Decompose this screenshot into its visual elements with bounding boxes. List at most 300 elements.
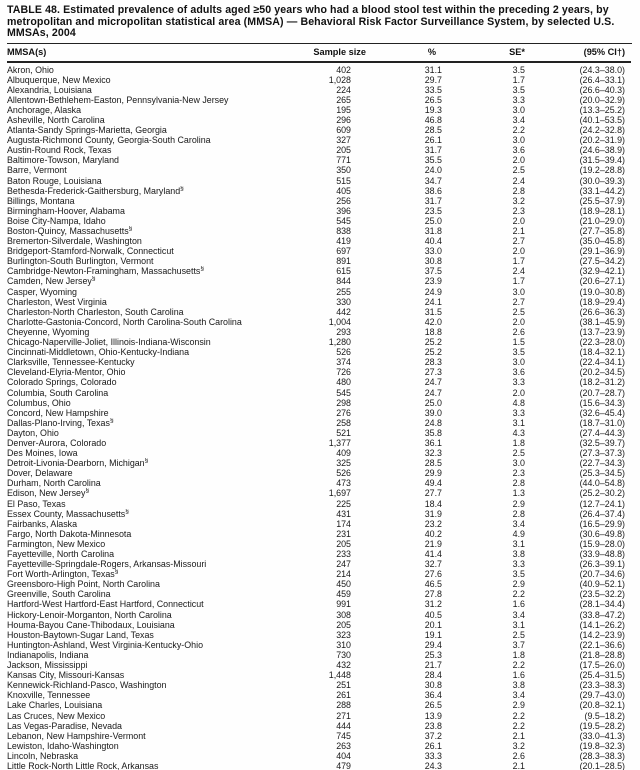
table-row: [7, 85, 631, 95]
se-cell: 4.3: [512, 427, 525, 438]
mmsa-name-cell: Edison, New Jersey§: [7, 488, 90, 499]
sample-size-cell: 258: [336, 417, 351, 428]
table-row: [7, 75, 631, 85]
percent-cell: 31.5: [424, 306, 442, 317]
se-cell: 2.5: [512, 165, 525, 176]
se-cell: 3.2: [512, 740, 525, 751]
se-cell: 3.6: [512, 367, 525, 378]
table-row: [7, 115, 631, 125]
mmsa-name-cell: Austin-Round Rock, Texas: [7, 145, 112, 156]
se-cell: 2.0: [512, 215, 525, 226]
mmsa-name-cell: Houston-Baytown-Sugar Land, Texas: [7, 629, 154, 640]
percent-cell: 29.7: [424, 74, 442, 85]
column-header-ci: (95% CI†): [533, 44, 631, 62]
se-cell: 2.6: [512, 326, 525, 337]
sample-size-cell: 296: [336, 114, 351, 125]
percent-cell: 24.8: [424, 417, 442, 428]
se-cell: 1.5: [512, 337, 525, 348]
table-row: [7, 236, 631, 246]
table-row: [7, 549, 631, 559]
percent-cell: 33.5: [424, 84, 442, 95]
table-row: [7, 226, 631, 236]
mmsa-name-cell: Essex County, Massachusetts§: [7, 508, 129, 519]
mmsa-name-cell: Fort Worth-Arlington, Texas§: [7, 569, 119, 580]
percent-cell: 24.7: [424, 387, 442, 398]
ci-cell: (40.9–52.1): [579, 579, 625, 590]
mmsa-name-cell: Columbia, South Carolina: [7, 387, 109, 398]
percent-cell: 27.8: [424, 589, 442, 600]
sample-size-cell: 233: [336, 549, 351, 559]
sample-size-cell: 1,004: [328, 316, 351, 327]
sample-size-cell: 730: [336, 649, 351, 660]
mmsa-name-cell: Columbus, Ohio: [7, 397, 71, 408]
table-row: [7, 388, 631, 398]
se-cell: 2.8: [512, 185, 525, 196]
ci-cell: (33.9–48.8): [579, 549, 625, 559]
se-cell: 2.2: [512, 125, 525, 136]
ci-cell: (20.7–28.7): [579, 387, 625, 398]
table-row: [7, 438, 631, 448]
table-row: [7, 499, 631, 509]
sample-size-cell: 402: [336, 64, 351, 75]
sample-size-cell: 1,697: [328, 488, 351, 499]
se-cell: 1.8: [512, 649, 525, 660]
table-row: [7, 741, 631, 751]
percent-cell: 40.4: [424, 236, 442, 247]
table-row: [7, 751, 631, 761]
sample-size-cell: 545: [336, 215, 351, 226]
sample-size-cell: 726: [336, 367, 351, 378]
prevalence-table: [7, 44, 631, 770]
sample-size-cell: 844: [336, 276, 351, 287]
se-cell: 3.6: [512, 145, 525, 156]
mmsa-name-cell: Las Vegas-Paradise, Nevada: [7, 720, 122, 731]
percent-cell: 24.0: [424, 165, 442, 176]
mmsa-name-cell: Greenville, South Carolina: [7, 589, 111, 600]
footnote-marker: §: [85, 488, 90, 495]
ci-cell: (25.3–34.5): [579, 468, 625, 479]
table-row: [7, 196, 631, 206]
sample-size-cell: 450: [336, 579, 351, 590]
ci-cell: (19.8–32.3): [579, 740, 625, 751]
sample-size-cell: 265: [336, 94, 351, 105]
se-cell: 3.1: [512, 619, 525, 630]
table-row: [7, 145, 631, 155]
sample-size-cell: 479: [336, 760, 351, 770]
table-row: [7, 670, 631, 680]
sample-size-cell: 205: [336, 538, 351, 549]
sample-size-cell: 327: [336, 135, 351, 146]
sample-size-cell: 271: [336, 710, 351, 721]
se-cell: 3.4: [512, 114, 525, 125]
sample-size-cell: 745: [336, 730, 351, 741]
mmsa-name-cell: Cleveland-Elyria-Mentor, Ohio: [7, 367, 126, 378]
footnote-marker: §: [125, 508, 129, 515]
mmsa-name-cell: Fayetteville-Springdale-Rogers, Arkansas-Missouri: [7, 559, 207, 570]
mmsa-name-cell: Baltimore-Towson, Maryland: [7, 155, 119, 166]
percent-cell: 25.0: [424, 215, 442, 226]
table-row: [7, 317, 631, 327]
se-cell: 1.7: [512, 256, 525, 267]
se-cell: 2.3: [512, 205, 525, 216]
percent-cell: 24.7: [424, 377, 442, 388]
sample-size-cell: 771: [336, 155, 351, 166]
percent-cell: 31.2: [424, 599, 442, 610]
mmsa-name-cell: Lewiston, Idaho-Washington: [7, 740, 119, 751]
footnote-marker: §: [200, 266, 204, 273]
ci-cell: (19.5–28.2): [579, 720, 625, 731]
mmsa-name-cell: Dayton, Ohio: [7, 427, 59, 438]
ci-cell: (18.2–31.2): [579, 377, 625, 388]
table-row: [7, 509, 631, 519]
footnote-marker: §: [144, 458, 149, 465]
se-cell: 2.9: [512, 700, 525, 711]
ci-cell: (20.2–34.5): [579, 367, 625, 378]
mmsa-name-cell: Charleston-North Charleston, South Carolina: [7, 306, 184, 317]
percent-cell: 25.0: [424, 397, 442, 408]
sample-size-cell: 256: [336, 195, 351, 206]
ci-cell: (26.6–40.3): [579, 84, 625, 95]
sample-size-cell: 1,448: [328, 670, 351, 681]
se-cell: 2.3: [512, 468, 525, 479]
table-row: [7, 125, 631, 135]
ci-cell: (25.4–31.5): [579, 670, 625, 681]
se-cell: 1.6: [512, 670, 525, 681]
table-row: [7, 589, 631, 599]
mmsa-name-cell: Huntington-Ashland, West Virginia-Kentucky-Ohio: [7, 639, 204, 650]
percent-cell: 24.3: [424, 760, 442, 770]
se-cell: 3.4: [512, 690, 525, 701]
percent-cell: 49.4: [424, 478, 442, 489]
footnote-marker: §: [114, 569, 119, 576]
ci-cell: (35.0–45.8): [579, 236, 625, 247]
mmsa-name-cell: Durham, North Carolina: [7, 478, 101, 489]
sample-size-cell: 444: [336, 720, 351, 731]
sample-size-cell: 405: [336, 185, 351, 196]
percent-cell: 33.0: [424, 246, 442, 257]
se-cell: 2.8: [512, 478, 525, 489]
ci-cell: (25.5–37.9): [579, 195, 625, 206]
percent-cell: 46.5: [424, 579, 442, 590]
percent-cell: 18.4: [424, 498, 442, 509]
ci-cell: (17.5–26.0): [579, 660, 625, 671]
percent-cell: 25.2: [424, 347, 442, 358]
mmsa-name-cell: Greensboro-High Point, North Carolina: [7, 579, 160, 590]
table-row: [7, 367, 631, 377]
table-row: [7, 478, 631, 488]
mmsa-name-cell: Atlanta-Sandy Springs-Marietta, Georgia: [7, 125, 167, 136]
sample-size-cell: 308: [336, 609, 351, 620]
mmsa-name-cell: Jackson, Mississippi: [7, 660, 88, 671]
sample-size-cell: 396: [336, 205, 351, 216]
percent-cell: 46.8: [424, 114, 442, 125]
table-row: [7, 216, 631, 226]
sample-size-cell: 526: [336, 347, 351, 358]
percent-cell: 26.1: [424, 740, 442, 751]
sample-size-cell: 325: [336, 458, 351, 469]
mmsa-name-cell: Detroit-Livonia-Dearborn, Michigan§: [7, 458, 149, 469]
mmsa-name-cell: Charleston, West Virginia: [7, 296, 107, 307]
table-row: [7, 287, 631, 297]
table-row: [7, 165, 631, 175]
sample-size-cell: 609: [336, 125, 351, 136]
sample-size-cell: 1,028: [328, 74, 351, 85]
sample-size-cell: 214: [336, 569, 351, 580]
ci-cell: (18.9–29.4): [579, 296, 625, 307]
mmsa-name-cell: Baton Rouge, Louisiana: [7, 175, 102, 186]
se-cell: 2.1: [512, 226, 525, 236]
mmsa-name-cell: Concord, New Hampshire: [7, 407, 109, 418]
se-cell: 3.8: [512, 680, 525, 691]
percent-cell: 36.1: [424, 437, 442, 448]
percent-cell: 25.2: [424, 337, 442, 348]
mmsa-name-cell: Anchorage, Alaska: [7, 104, 82, 115]
ci-cell: (18.7–31.0): [579, 417, 625, 428]
se-cell: 2.0: [512, 246, 525, 257]
ci-cell: (40.1–53.5): [579, 114, 625, 125]
mmsa-name-cell: Dover, Delaware: [7, 468, 73, 479]
mmsa-name-cell: Hartford-West Hartford-East Hartford, Connecticut: [7, 599, 204, 610]
percent-cell: 27.3: [424, 367, 442, 378]
se-cell: 3.4: [512, 609, 525, 620]
ci-cell: (19.2–28.8): [579, 165, 625, 176]
percent-cell: 26.1: [424, 135, 442, 146]
ci-cell: (44.0–54.8): [579, 478, 625, 489]
ci-cell: (21.0–29.0): [579, 215, 625, 226]
table-row: [7, 599, 631, 609]
mmsa-name-cell: Casper, Wyoming: [7, 286, 77, 297]
se-cell: 2.2: [512, 589, 525, 600]
mmsa-name-cell: Alexandria, Louisiana: [7, 84, 92, 95]
percent-cell: 23.8: [424, 720, 442, 731]
se-cell: 2.5: [512, 306, 525, 317]
ci-cell: (26.3–39.1): [579, 559, 625, 570]
table-row: [7, 297, 631, 307]
mmsa-name-cell: Dallas-Plano-Irving, Texas§: [7, 417, 114, 428]
sample-size-cell: 459: [336, 589, 351, 600]
percent-cell: 23.2: [424, 518, 442, 529]
table-row: [7, 307, 631, 317]
ci-cell: (22.1–36.6): [579, 639, 625, 650]
se-cell: 3.3: [512, 377, 525, 388]
ci-cell: (19.0–30.8): [579, 286, 625, 297]
se-cell: 2.6: [512, 750, 525, 761]
ci-cell: (29.7–43.0): [579, 690, 625, 701]
sample-size-cell: 288: [336, 700, 351, 711]
mmsa-name-cell: Albuquerque, New Mexico: [7, 74, 111, 85]
mmsa-name-cell: Bridgeport-Stamford-Norwalk, Connecticut: [7, 246, 174, 257]
ci-cell: (20.7–34.6): [579, 569, 625, 580]
mmsa-name-cell: Kansas City, Missouri-Kansas: [7, 670, 125, 681]
se-cell: 2.7: [512, 296, 525, 307]
ci-cell: (20.0–32.9): [579, 94, 625, 105]
mmsa-name-cell: Chicago-Naperville-Joliet, Illinois-Indiana-Wisconsin: [7, 337, 211, 348]
percent-cell: 40.5: [424, 609, 442, 620]
se-cell: 3.0: [512, 135, 525, 146]
mmsa-name-cell: Hickory-Lenoir-Morganton, North Carolina: [7, 609, 172, 620]
se-cell: 3.0: [512, 458, 525, 469]
table-row: [7, 186, 631, 196]
se-cell: 2.2: [512, 720, 525, 731]
percent-cell: 13.9: [424, 710, 442, 721]
ci-cell: (23.3–38.3): [579, 680, 625, 691]
sample-size-cell: 442: [336, 306, 351, 317]
table-row: [7, 660, 631, 670]
percent-cell: 32.3: [424, 448, 442, 459]
sample-size-cell: 615: [336, 266, 351, 277]
ci-cell: (15.9–28.0): [579, 538, 625, 549]
se-cell: 3.5: [512, 84, 525, 95]
se-cell: 3.5: [512, 64, 525, 75]
table-row: [7, 206, 631, 216]
se-cell: 2.1: [512, 730, 525, 741]
sample-size-cell: 195: [336, 104, 351, 115]
sample-size-cell: 526: [336, 468, 351, 479]
se-cell: 3.0: [512, 286, 525, 297]
table-row: [7, 761, 631, 770]
se-cell: 2.0: [512, 155, 525, 166]
mmsa-name-cell: Camden, New Jersey§: [7, 276, 96, 287]
sample-size-cell: 374: [336, 357, 351, 368]
table-row: [7, 105, 631, 115]
mmsa-name-cell: Des Moines, Iowa: [7, 448, 78, 459]
mmsa-name-cell: Colorado Springs, Colorado: [7, 377, 117, 388]
mmsa-name-cell: Knoxville, Tennessee: [7, 690, 91, 701]
se-cell: 3.3: [512, 559, 525, 570]
mmsa-name-cell: Barre, Vermont: [7, 165, 67, 176]
mmsa-name-cell: Little Rock-North Little Rock, Arkansas: [7, 760, 159, 770]
ci-cell: (32.6–45.4): [579, 407, 625, 418]
table-row: [7, 539, 631, 549]
sample-size-cell: 1,377: [328, 437, 351, 448]
sample-size-cell: 1,280: [328, 337, 351, 348]
se-cell: 3.0: [512, 357, 525, 368]
ci-cell: (22.3–28.0): [579, 337, 625, 348]
sample-size-cell: 276: [336, 407, 351, 418]
percent-cell: 24.1: [424, 296, 442, 307]
mmsa-name-cell: Birmingham-Hoover, Alabama: [7, 205, 125, 216]
sample-size-cell: 323: [336, 629, 351, 640]
ci-cell: (18.9–28.1): [579, 205, 625, 216]
ci-cell: (28.1–34.4): [579, 599, 625, 610]
sample-size-cell: 432: [336, 660, 351, 671]
sample-size-cell: 225: [336, 498, 351, 509]
percent-cell: 42.0: [424, 316, 442, 327]
sample-size-cell: 991: [336, 599, 351, 610]
table-row: [7, 266, 631, 276]
percent-cell: 32.7: [424, 559, 442, 570]
sample-size-cell: 261: [336, 690, 351, 701]
table-row: [7, 256, 631, 266]
percent-cell: 29.4: [424, 639, 442, 650]
sample-size-cell: 263: [336, 740, 351, 751]
percent-cell: 27.6: [424, 569, 442, 580]
percent-cell: 21.9: [424, 538, 442, 549]
table-row: [7, 731, 631, 741]
mmsa-name-cell: Bremerton-Silverdale, Washington: [7, 236, 142, 247]
se-cell: 4.9: [512, 528, 525, 539]
percent-cell: 40.2: [424, 528, 442, 539]
ci-cell: (21.8–28.8): [579, 649, 625, 660]
mmsa-name-cell: Las Cruces, New Mexico: [7, 710, 106, 721]
ci-cell: (33.1–44.2): [579, 185, 625, 196]
sample-size-cell: 419: [336, 236, 351, 247]
mmsa-name-cell: Charlotte-Gastonia-Concord, North Carolina-South Carolina: [7, 316, 242, 327]
sample-size-cell: 224: [336, 84, 351, 95]
percent-cell: 20.1: [424, 619, 442, 630]
se-cell: 3.1: [512, 538, 525, 549]
ci-cell: (27.7–35.8): [579, 226, 625, 236]
table-row: [7, 176, 631, 186]
table-row: [7, 135, 631, 145]
se-cell: 3.5: [512, 569, 525, 580]
table-row: [7, 680, 631, 690]
mmsa-name-cell: El Paso, Texas: [7, 498, 66, 509]
sample-size-cell: 174: [336, 518, 351, 529]
table-row: [7, 690, 631, 700]
sample-size-cell: 247: [336, 559, 351, 570]
ci-cell: (25.2–30.2): [579, 488, 625, 499]
ci-cell: (31.5–39.4): [579, 155, 625, 166]
table-row: [7, 428, 631, 438]
sample-size-cell: 409: [336, 448, 351, 459]
percent-cell: 28.5: [424, 458, 442, 469]
se-cell: 1.7: [512, 276, 525, 287]
footnote-marker: §: [109, 417, 114, 424]
mmsa-name-cell: Boise City-Nampa, Idaho: [7, 215, 106, 226]
percent-cell: 24.9: [424, 286, 442, 297]
table-row: [7, 569, 631, 579]
table-row: [7, 448, 631, 458]
sample-size-cell: 231: [336, 528, 351, 539]
table-row: [7, 700, 631, 710]
ci-cell: (24.2–32.8): [579, 125, 625, 136]
se-cell: 2.9: [512, 579, 525, 590]
percent-cell: 30.8: [424, 680, 442, 691]
se-cell: 2.4: [512, 175, 525, 186]
column-header-percent: %: [367, 44, 450, 62]
se-cell: 3.2: [512, 195, 525, 206]
percent-cell: 33.3: [424, 750, 442, 761]
percent-cell: 21.7: [424, 660, 442, 671]
se-cell: 3.3: [512, 94, 525, 105]
table-row: [7, 408, 631, 418]
ci-cell: (32.5–39.7): [579, 437, 625, 448]
table-row: [7, 276, 631, 286]
percent-cell: 28.5: [424, 125, 442, 136]
ci-cell: (26.4–37.4): [579, 508, 625, 519]
ci-cell: (20.2–31.9): [579, 135, 625, 146]
percent-cell: 25.3: [424, 649, 442, 660]
se-cell: 2.1: [512, 760, 525, 770]
table-row: [7, 357, 631, 367]
table-row: [7, 95, 631, 105]
percent-cell: 31.9: [424, 508, 442, 519]
percent-cell: 31.1: [424, 64, 442, 75]
ci-cell: (12.7–24.1): [579, 498, 625, 509]
ci-cell: (18.4–32.1): [579, 347, 625, 358]
sample-size-cell: 891: [336, 256, 351, 267]
percent-cell: 28.4: [424, 670, 442, 681]
ci-cell: (20.6–27.1): [579, 276, 625, 287]
se-cell: 2.5: [512, 448, 525, 459]
mmsa-name-cell: Allentown-Bethlehem-Easton, Pennsylvania-New Jersey: [7, 94, 229, 105]
mmsa-name-cell: Lake Charles, Louisiana: [7, 700, 103, 711]
percent-cell: 41.4: [424, 549, 442, 559]
table-title: TABLE 48. Estimated prevalence of adults aged ≥50 years who had a blood stool test within the preceding 2 years, by metropolitan and micropolitan statistical area (MMSA) — Behavioral Risk Factor Surveillance System, by selected U.S. MMSAs, 2004: [7, 5, 632, 44]
mmsa-name-cell: Fayetteville, North Carolina: [7, 549, 115, 559]
se-cell: 3.1: [512, 417, 525, 428]
